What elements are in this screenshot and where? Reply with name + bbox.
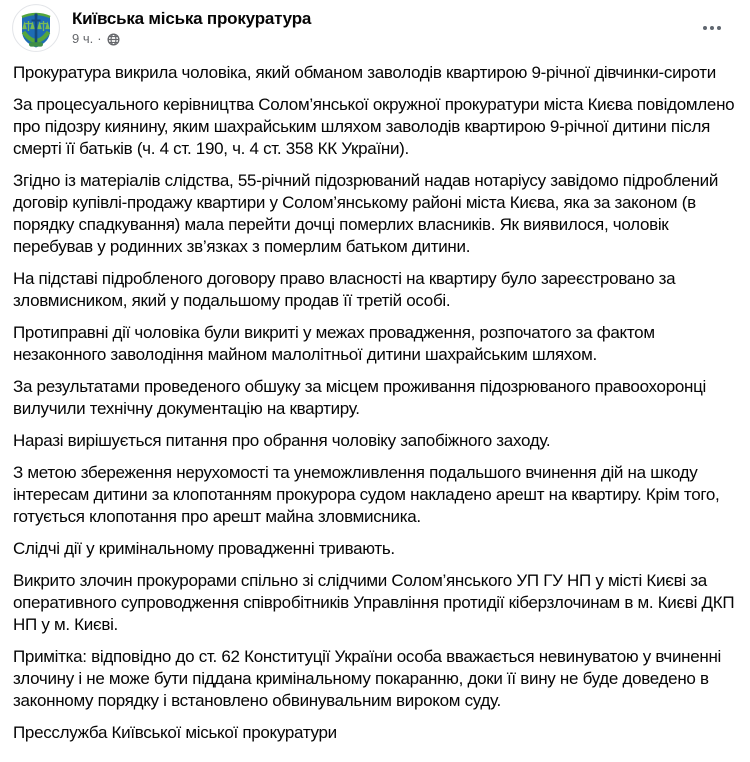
post-body <box>0 52 750 744</box>
meta-separator: · <box>97 31 102 46</box>
avatar[interactable] <box>12 4 60 52</box>
post-paragraph: За процесуального керівництва Солом’янської окружної прокуратури міста Києва повідомлено про підозру киянину, яким шахрайським шляхом заволодів квартирою 9-річної дитини після смерті її батьків (ч. 4 ст. 190, ч. 4 ст. 358 КК України). <box>13 95 735 158</box>
more-options-icon <box>703 26 707 30</box>
post-paragraph: З метою збереження нерухомості та унеможливлення подальшого вчинення дій на шкоду інтересам дитини за клопотанням прокурора судом накладено арешт на квартиру. Крім того, готується клопотання про арешт майна зловмисника. <box>13 463 720 526</box>
post-paragraph: За результатами проведеного обшуку за місцем проживання підозрюваного правоохоронці вилучили технічну документацію на квартиру. <box>13 377 707 418</box>
more-options-button[interactable] <box>699 22 725 34</box>
post-paragraph: Згідно із матеріалів слідства, 55-річний підозрюваний надав нотаріусу завідомо підроблений договір купівлі-продажу квартири у Солом’янському районі міста Києва, яка за законом (в порядку спадкування) мала перейти дочці померлих власників. Як виявилося, чоловік перебував у родинних зв’язках з померлим батьком дитини. <box>13 171 719 256</box>
post-paragraph: Наразі вирішується питання про обрання чоловіку запобіжного заходу. <box>13 431 551 450</box>
post-paragraph: На підставі підробленого договору право власності на квартиру було зареєстровано за зловмисником, який у подальшому продав її третій особі. <box>13 269 676 310</box>
prosecutor-emblem-icon <box>12 39 60 56</box>
post-paragraph: Викрито злочин прокурорами спільно зі слідчими Солом’янського УП ГУ НП у місті Києві за оперативного супроводження співробітників Управління протидії кіберзлочинам в м. Києві ДКП НП у м. Києві. <box>13 571 735 634</box>
author-name[interactable]: Київська міська прокуратура <box>72 9 312 28</box>
post-paragraph: Пресслужба Київської міської прокуратури <box>13 723 337 742</box>
post-paragraph: Примітка: відповідно до ст. 62 Конституції України особа вважається невинуватою у вчиненні злочину і не може бути піддана кримінальному покаранню, доки її вину не буде доведено в законному порядку і встановлено обвинувальним вироком суду. <box>13 647 722 710</box>
globe-icon <box>107 33 120 46</box>
post-paragraph: Протиправні дії чоловіка були викриті у межах провадження, розпочатого за фактом незаконного заволодіння майном малолітньої дитини шахрайським шляхом. <box>13 323 655 364</box>
post-paragraph: Слідчі дії у кримінальному провадженні тривають. <box>13 539 395 558</box>
post-meta <box>72 31 311 47</box>
post-paragraph: Прокуратура викрила чоловіка, який обманом заволодів квартирою 9-річної дівчинки-сироти <box>13 63 716 82</box>
header-info <box>72 4 311 47</box>
post-header <box>0 0 750 52</box>
timestamp[interactable]: 9 ч. <box>72 31 94 46</box>
